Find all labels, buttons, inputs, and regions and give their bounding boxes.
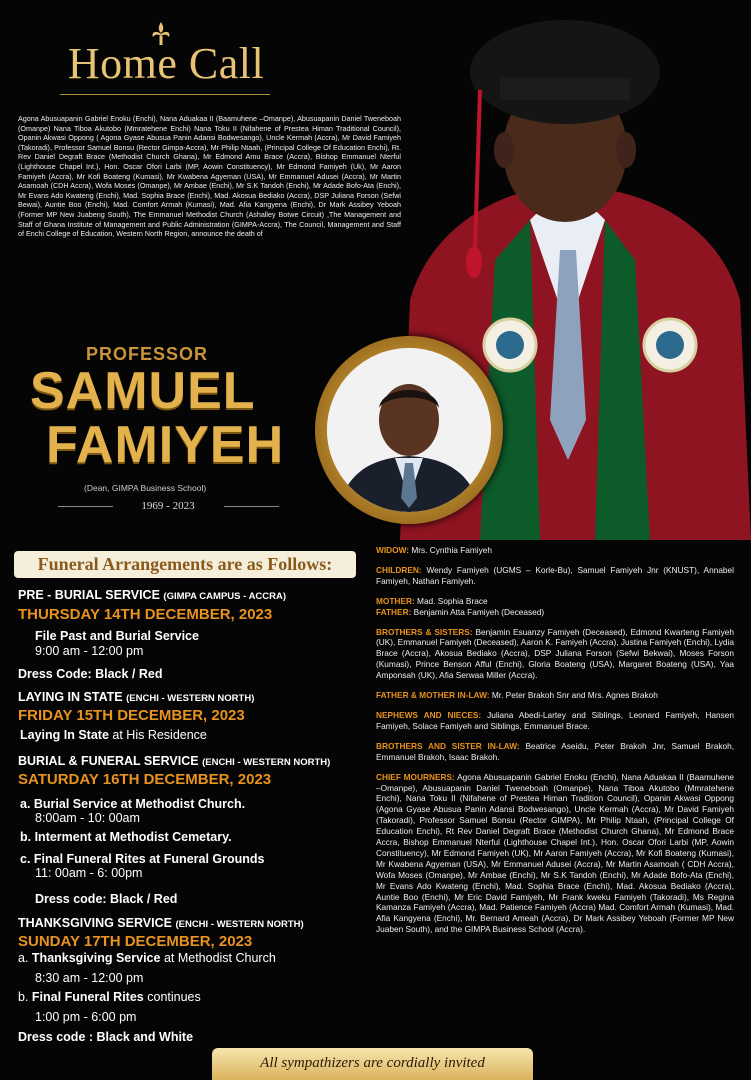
page-title: Home Call bbox=[67, 39, 265, 88]
burial-heading: BURIAL & FUNERAL SERVICE (ENCHI - WESTERN NORTH) bbox=[18, 754, 331, 768]
siblings-in-law-entry: BROTHERS AND SISTER IN-LAW: Beatrice Aseidu, Peter Brakoh Jnr, Samuel Brakoh, Emmanuel Brakoh, Isaac Brakoh. bbox=[376, 740, 735, 762]
lying-in-state-item: Laying In State at His Residence bbox=[20, 728, 207, 742]
burial-item-b: b. Interment at Methodist Cemetary. bbox=[20, 830, 232, 844]
pre-burial-heading: PRE - BURIAL SERVICE (GIMPA CAMPUS - ACCRA) bbox=[18, 588, 287, 602]
burial-item-c-time: 11: 00am - 6: 00pm bbox=[35, 866, 143, 880]
thanksgiving-dress-code: Dress code : Black and White bbox=[18, 1030, 194, 1044]
burial-date: SATURDAY 16TH DECEMBER, 2023 bbox=[18, 771, 272, 788]
title-divider bbox=[60, 94, 270, 95]
thanksgiving-heading: THANKSGIVING SERVICE (ENCHI - WESTERN NORTH) bbox=[18, 916, 304, 930]
widow-entry: WIDOW: Mrs. Cynthia Famiyeh bbox=[376, 545, 493, 555]
pre-burial-time: 9:00 am - 12:00 pm bbox=[35, 644, 144, 658]
pre-burial-date: THURSDAY 14TH DECEMBER, 2023 bbox=[18, 606, 273, 623]
burial-item-a: a. Burial Service at Methodist Church. bbox=[20, 797, 246, 811]
thanksgiving-item-b-time: 1:00 pm - 6:00 pm bbox=[35, 1010, 137, 1024]
portrait-frame bbox=[315, 336, 503, 524]
family-section bbox=[376, 545, 734, 944]
siblings-entry: BROTHERS & SISTERS: Benjamin Esuanzy Famiyeh (Deceased), Edmond Kwarteng Famiyeh (UK), Emmanuel Famiyeh (Deceased), Aaron K. Famiyeh (Accra), Justina Famiyeh (Enchi), Lydia Brace (Accra), Akosua Bediako (Accra), DSP Juliana Forson (Sefwi Bekwai), Moses Forson (Kumasi), Prince Benson Afful (Enchi), Gloria Boateng (USA), Margaret Boateng (USA), Yaa Amponsah (UK), Afia Serwaa Miller (Accra). bbox=[376, 626, 734, 681]
arrangements-banner: Funeral Arrangements are as Follows: bbox=[14, 551, 356, 578]
first-name: SAMUEL bbox=[30, 362, 256, 420]
pre-burial-dress-code: Dress Code: Black / Red bbox=[18, 667, 163, 681]
portrait-photo bbox=[327, 348, 491, 512]
nephews-nieces-entry: NEPHEWS AND NIECES: Juliana Abedi-Lartey and Siblings, Leonard Famiyeh, Hansen Famiyeh, Solace Famiyeh and Siblings, Emmanuel Brace. bbox=[376, 709, 734, 731]
children-entry: CHILDREN: Wendy Famiyeh (UGMS – Korle-Bu), Samuel Famiyeh Jnr (KNUST), Annabel Famiyeh, Nathan Famiyeh. bbox=[376, 564, 735, 586]
chief-mourners-entry: CHIEF MOURNERS: Agona Abusuapanin Gabriel Enoku (Enchi), Nana Aduakaa II (Baamuhene –Omanpe), Abusuapanin Daniel Tweneboah (Omanpe), Nana Tiboa Akutobo (Mmratehene Enchi), Nana Toku II (Nifahene of Prestea Himan Tradition Council), Opanin Akwasi Oppong (Agona Gyase Abusua Panin Adansi Bodwesango), Uncle Kermah (Accra), Mr David Famiyeh (Takoradi), Professor Samuel Bonsu (Rector GIMPA), Mr Philip Ntaah, (Principal College Of Education Enchi), Rt Rev Daniel Degraft Brace (Methodist Church Ghana), Mr Edmond Brace Accra, Bishop Emmanuel Nterful (Lighthouse Chapel Int.), Hon. Oscar Ofori Larbi (MP, Aowin Constituency), Mr Edmond Famiyeh (UK), Mr Aaron Famiyeh (Accra), Mr Kofi Boateng (Kumasi), Mr Kwabena Agyeman (USA), Mr Emmanuel Adusei (Accra), Mr Martin Asamoah ( CDH Accra), Wofa Moses (Omanpe), Mr Ambae (Enchi), Mr S.K Tandoh (Enchi), Mr Adade Bofo-Ata (Enchi), Mr Evans Ado Kwateng (Enchi), Mad. Sophia Brace (Enchi), Mad. Akosua Bediako (Accra), Auntie Boo (Enchi), Mr Eric David Famiyeh, Mr Frank kweku Famiyeh (Takoradi), Ms Regina Kamanza Famiyeh (Accra), Mad. Patience Famiyeh (Accra) Mad. Comfort Armah (Kumasi), Mad. Afia Kangyena (Enchi), Mr. Bernard Ameah (Accra), Dr Mark Assibey Yeboah (Former MP New Juaben South), and the GIMPA Business School (Accra). bbox=[376, 771, 734, 935]
lying-in-state-date: FRIDAY 15TH DECEMBER, 2023 bbox=[18, 707, 245, 724]
announcement-text: Agona Abusuapanin Gabriel Enoku (Enchi), Nana Aduakaa II (Baamuhene –Omanpe), Abusuapanin Daniel Tweneboah (Omanpe) Nana Tiboa Akutobo (Mmratehene Enchi) Nana Toku II (Nifahene of Prestea Himan Traditional Council), Opanin Akwasi Oppong ( Agona Gyase Abusua Panin Adansi Bodwesango), Uncle Kermah (Accra), Mr David Famiyeh (Takoradi), Professor Samuel Bonsu (Rector Gimpa-Accra), Mr Philip Ntaah, (Principal College Of Education Enchi), Rt. Rev Daniel Degraft Brace (Methodist Church Ghana), Mr Edmond Amu Brace (Accra), Bishop Emmanuel Nterful (Lighthouse Chapel Int.), Hon. Oscar Ofori Larbi (MP, Aowin Constituency), Mr Edmond Famiyeh (Uk), Mr Aaron Famiyeh (Accra), Mr Kofi Boateng (Kumasi), Mr Kwabena Agyeman (USA), Mr Emmanuel Adusei (Accra), Mr Martin Asamoah (CDH Accra), Wofa Moses (Omanpe), Mr Ambae (Enchi), Mr S.K Tandoh (Enchi), Mr Adade Bofo-Ata (Enchi), Mr Evans Ado Kwateng (Enchi), Mad. Sophia Brace (Enchi), Mad. Akosua Bediako (Accra), DSP Juliana Forson (Sefwi Bewai), Auntie Boo (Enchi), Mad. Comfort Armah (Kumasi), Mad. Afia Kangyena (Enchi), Dr Mark Assibey Yeboah (Former MP New Juabeng South), The Emmanuel Methodist Church (Ashalley Botwe Circuit) ,The Management and Staff of Ghana Institute of Management and Public Administration (GIMPA-Accra), The Council, Management and Staff of Enchi College of Education, Western North Region, announce the death of bbox=[18, 114, 401, 239]
thanksgiving-item-a-time: 8:30 am - 12:00 pm bbox=[35, 971, 144, 985]
last-name: FAMIYEH bbox=[46, 416, 285, 474]
burial-item-a-time: 8:00am - 10: 00am bbox=[35, 811, 140, 825]
honorific: PROFESSOR bbox=[86, 344, 209, 364]
thanksgiving-date: SUNDAY 17TH DECEMBER, 2023 bbox=[18, 933, 253, 950]
parents-entry: MOTHER: Mad. Sophia Brace FATHER: Benjamin Atta Famiyeh (Deceased) bbox=[376, 595, 545, 617]
life-years: 1969 - 2023 bbox=[141, 500, 195, 512]
thanksgiving-item-b: b. Final Funeral Rites continues bbox=[18, 990, 201, 1004]
lying-in-state-heading: LAYING IN STATE (ENCHI - WESTERN NORTH) bbox=[18, 690, 255, 704]
pre-burial-item: File Past and Burial Service bbox=[35, 629, 199, 643]
thanksgiving-item-a: a. Thanksgiving Service at Methodist Church bbox=[18, 951, 276, 965]
burial-item-c: c. Final Funeral Rites at Funeral Grounds bbox=[20, 852, 265, 866]
footer-banner: All sympathizers are cordially invited bbox=[212, 1048, 533, 1080]
divider bbox=[224, 506, 279, 507]
position-title: (Dean, GIMPA Business School) bbox=[84, 483, 207, 493]
parents-in-law-entry: FATHER & MOTHER IN-LAW: Mr. Peter Brakoh Snr and Mrs. Agnes Brakoh bbox=[376, 690, 658, 701]
portrait-image bbox=[327, 348, 491, 512]
burial-dress-code: Dress code: Black / Red bbox=[35, 892, 178, 906]
